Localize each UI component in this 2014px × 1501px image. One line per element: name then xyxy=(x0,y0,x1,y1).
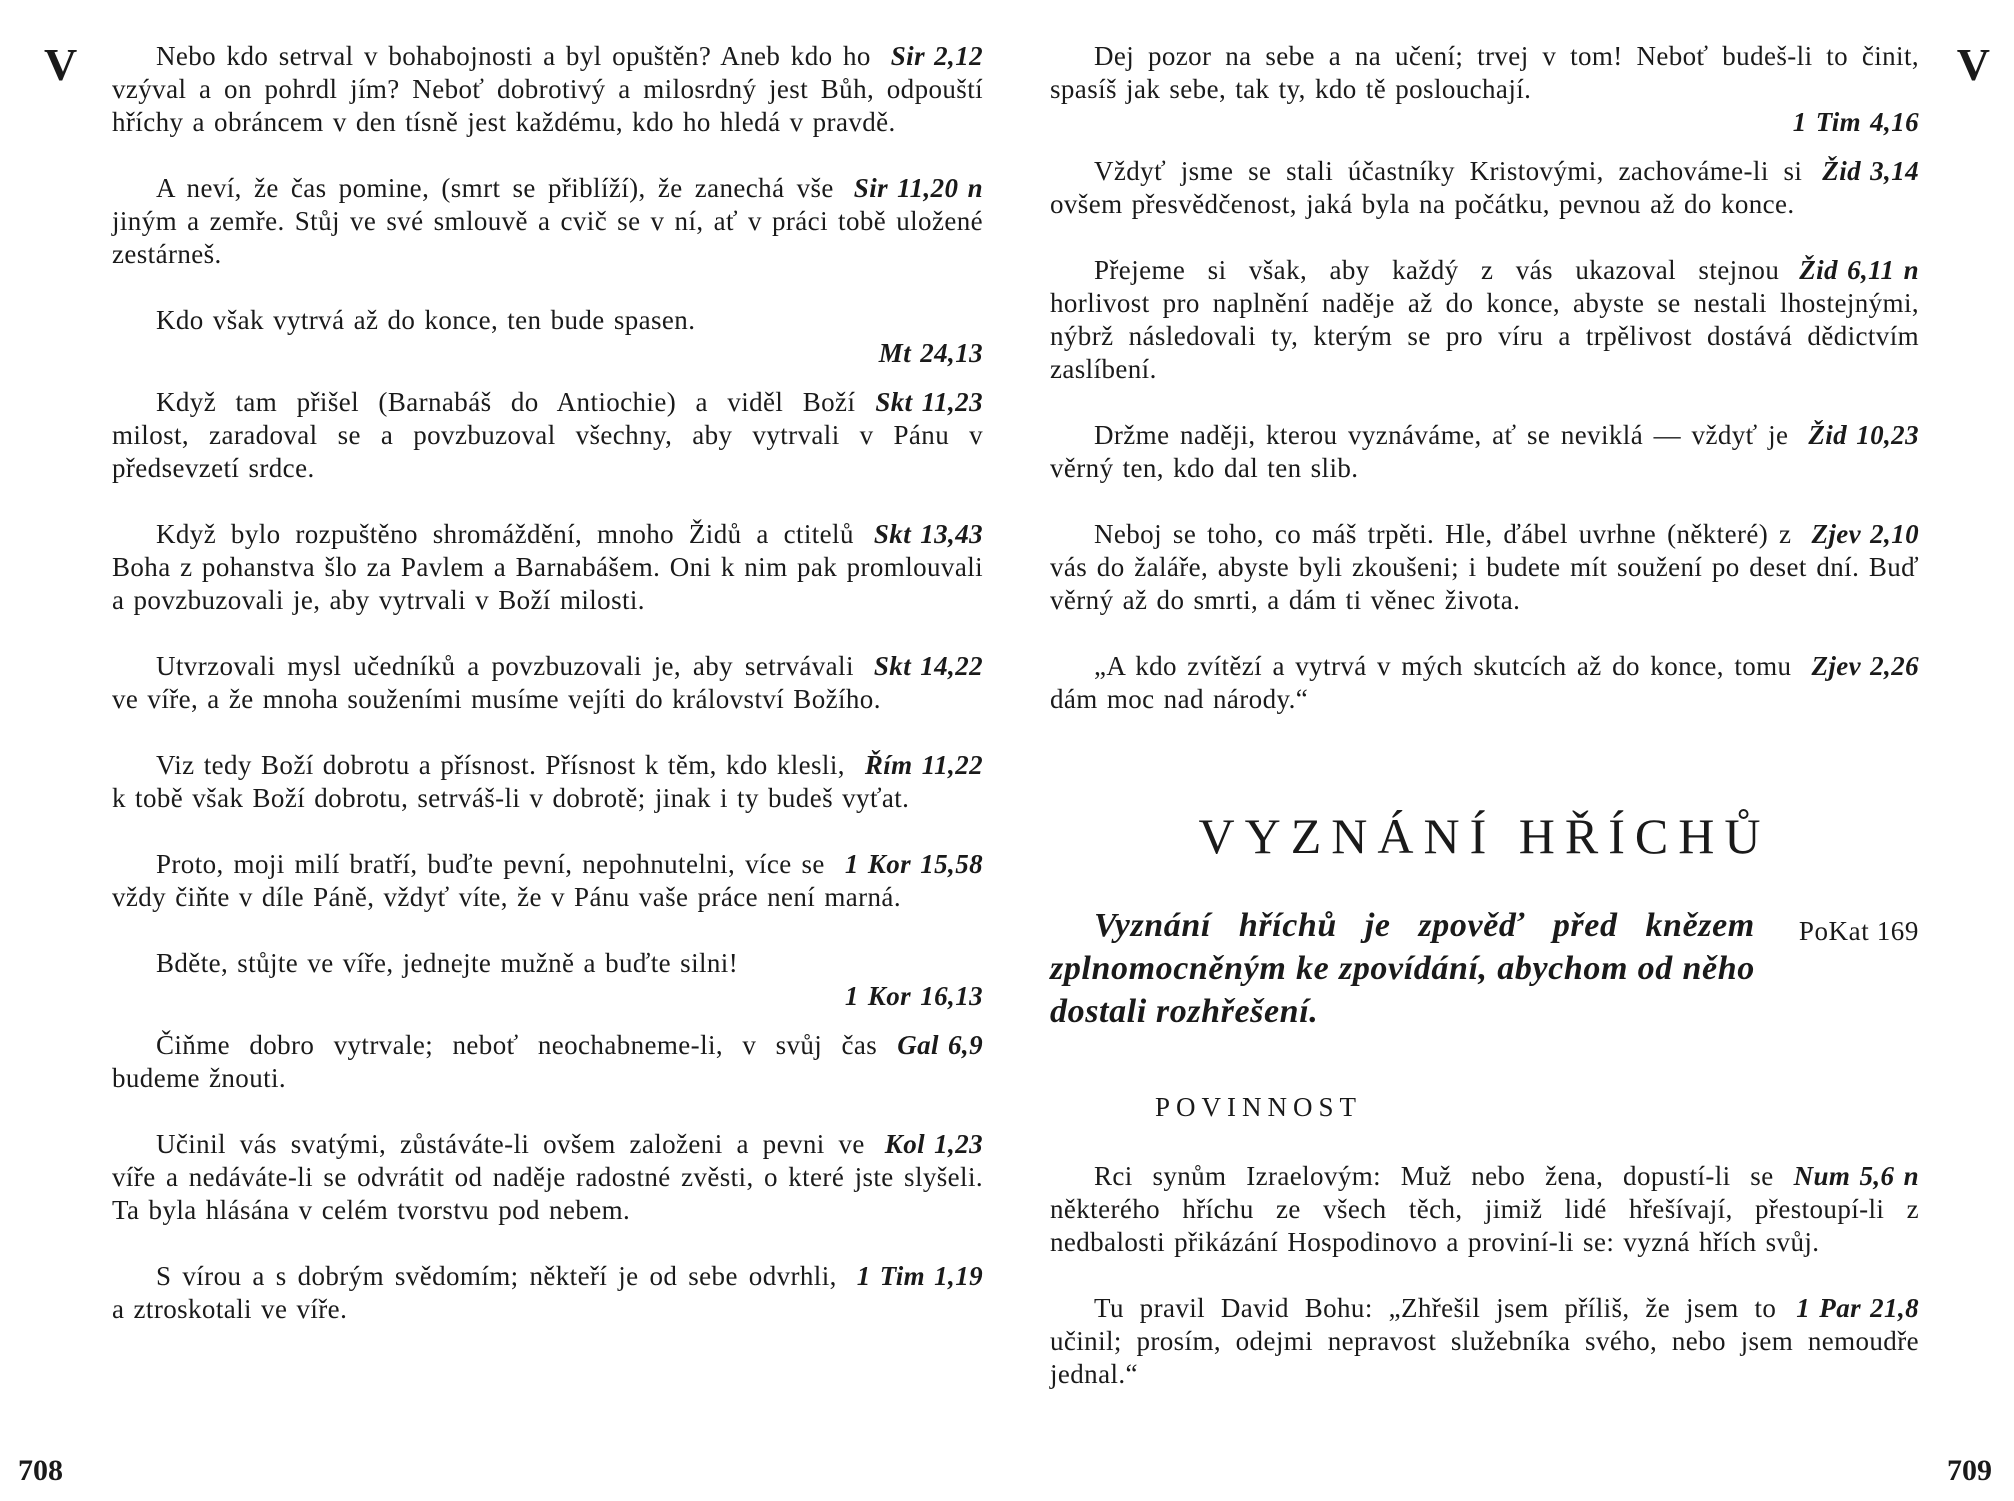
verse-entry xyxy=(1050,1160,1919,1259)
verse-entry xyxy=(112,172,983,271)
verse-text: Neboj se toho, co máš trpěti. Hle, ďábel uvrhne (některé) z vás do žaláře, abyste byli zkoušeni; i budete mít soužení po deset dní. Buď věrný až do smrti, a dám ti věnec života. xyxy=(1050,519,1919,615)
verse-text: Dej pozor na sebe a na učení; trvej v tom! Neboť budeš-li to činit, spasíš jak sebe, tak ty, kdo tě poslouchají. xyxy=(1050,41,1919,104)
left-column xyxy=(112,40,983,1326)
verse-entry xyxy=(112,304,983,370)
verse-reference: Zjev 2,10 xyxy=(1811,519,1919,549)
verse-text: Čiňme dobro vytrvale; neboť neochabneme-li, v svůj čas budeme žnouti. xyxy=(112,1030,878,1093)
verse-reference: 1 Kor 15,58 xyxy=(844,849,983,879)
verse-reference: Sir 2,12 xyxy=(890,41,983,71)
verse-text: Když tam přišel (Barnabáš do Antiochie) a viděl Boží milost, zaradoval se a povzbuzoval všechny, aby vytrvali v Pánu v předsevzetí srdce. xyxy=(112,387,983,483)
verse-reference: Skt 11,23 xyxy=(875,387,983,417)
verse-entry xyxy=(1050,518,1919,617)
verse-text: Přejeme si však, aby každý z vás ukazoval stejnou horlivost pro naplnění naděje až do konce, abyste se nestali lhostejnými, nýbrž následovali ty, kterým se pro víru a trpělivost dostává dědictvím zaslíbení. xyxy=(1050,255,1919,384)
verse-text: Učinil vás svatými, zůstáváte-li ovšem založeni a pevni ve víře a nedáváte-li se odvrátit od naděje radostné zvěsti, o které jste slyšeli. Ta byla hlásána v celém tvorstvu pod nebem. xyxy=(112,1129,983,1225)
verse-reference: 1 Kor 16,13 xyxy=(844,981,983,1011)
verse-text: Proto, moji milí bratří, buďte pevní, nepohnutelni, více se vždy čiňte v díle Páně, vždyť víte, že v Pánu vaše práce není marná. xyxy=(112,849,901,912)
page-number: 709 xyxy=(1947,1454,1992,1487)
verse-entry xyxy=(1050,155,1919,221)
verse-text: Bděte, stůjte ve víře, jednejte mužně a buďte silni! xyxy=(156,948,739,978)
verse-text: Utvrzovali mysl učedníků a povzbuzovali je, aby setrvávali ve víře, a že mnoha souženími musíme vejíti do království Božího. xyxy=(112,651,881,714)
section-letter: V xyxy=(44,39,78,90)
verse-reference: Kol 1,23 xyxy=(884,1129,983,1159)
verse-text: Rci synům Izraelovým: Muž nebo žena, dopustí-li se některého hříchu ze všech těch, jimiž lidé hřešívají, přestoupí-li z nedbalosti přikázání Hospodinovo a proviní-li se: vyzná hřích svůj. xyxy=(1050,1161,1919,1257)
verse-reference: Num 5,6 n xyxy=(1793,1161,1919,1191)
right-column xyxy=(1050,40,1919,1391)
verse-text: S vírou a s dobrým svědomím; někteří je od sebe odvrhli, a ztroskotali ve víře. xyxy=(112,1261,837,1324)
verse-reference: Žid 10,23 xyxy=(1808,420,1919,450)
sub-entries xyxy=(1050,1160,1919,1391)
verse-entry xyxy=(112,848,983,914)
verse-entry xyxy=(112,749,983,815)
verse-reference: 1 Par 21,8 xyxy=(1796,1293,1919,1323)
verse-reference: Sir 11,20 n xyxy=(853,173,983,203)
verse-entry xyxy=(112,386,983,485)
verse-text: Tu pravil David Bohu: „Zhřešil jsem příliš, že jsem to učinil; prosím, odejmi nepravost služebníka svého, nebo jsem nemoudře jednal.“ xyxy=(1050,1293,1919,1389)
verse-reference: Mt 24,13 xyxy=(878,338,983,368)
verse-text: Kdo však vytrvá až do konce, ten bude spasen. xyxy=(156,305,696,335)
verse-reference: 1 Tim 4,16 xyxy=(1792,107,1919,137)
verse-entry xyxy=(112,1029,983,1095)
verse-text: „A kdo zvítězí a vytrvá v mých skutcích až do konce, tomu dám moc nad národy.“ xyxy=(1050,651,1792,714)
verse-entry xyxy=(112,650,983,716)
verse-reference: 1 Tim 1,19 xyxy=(856,1261,983,1291)
verse-reference: Zjev 2,26 xyxy=(1811,651,1919,681)
section-letter: V xyxy=(1956,39,1990,90)
verse-entry xyxy=(1050,1292,1919,1391)
verse-reference: Gal 6,9 xyxy=(897,1030,983,1060)
verse-entry xyxy=(1050,254,1919,386)
verse-reference: Skt 14,22 xyxy=(873,651,983,681)
verse-reference: Řím 11,22 xyxy=(864,750,983,780)
right-page xyxy=(1007,0,2014,1501)
subheading: POVINNOST xyxy=(1155,1092,1363,1122)
verse-entry xyxy=(1050,650,1919,716)
intro-text: Vyznání hříchů je zpověď před knězem zplnomocněným ke zpovídání, abychom od něho dostali rozhřešení. xyxy=(1050,907,1755,1030)
verse-entry xyxy=(112,1128,983,1227)
verse-text: A neví, že čas pomine, (smrt se přiblíží), že zanechá vše jiným a zemře. Stůj ve své smlouvě a cvič se v ní, ať v práci tobě uložené zestárneš. xyxy=(112,173,983,269)
section-heading: VYZNÁNÍ HŘÍCHŮ xyxy=(1198,808,1771,864)
verse-entry xyxy=(112,947,983,1013)
verse-text: Vždyť jsme se stali účastníky Kristovými, zachováme-li si ovšem přesvědčenost, jaká byla na počátku, pevnou až do konce. xyxy=(1050,156,1803,219)
verse-reference: Skt 13,43 xyxy=(873,519,983,549)
page-number: 708 xyxy=(18,1454,63,1487)
intro-reference: PoKat 169 xyxy=(1798,916,1919,946)
verse-text: Když bylo rozpuštěno shromáždění, mnoho Židů a ctitelů Boha z pohanstva šlo za Pavlem a Barnabášem. Oni k nim pak promlouvali a povzbuzovali je, aby vytrvali v Boží milosti. xyxy=(112,519,983,615)
verse-entry xyxy=(1050,419,1919,485)
verse-text: Držme naději, kterou vyznáváme, ať se neviklá — vždyť je věrný ten, kdo dal ten slib. xyxy=(1050,420,1789,483)
section-intro xyxy=(1050,904,1919,1033)
verse-text: Nebo kdo setrval v bohabojnosti a byl opuštěn? Aneb kdo ho vzýval a on pohrdl jím? Neboť dobrotivý a milosrdný jest Bůh, odpouští hříchy a obráncem v den tísně jest každému, kdo ho hledá v pravdě. xyxy=(112,41,983,137)
verse-entry xyxy=(112,518,983,617)
verse-entry xyxy=(112,40,983,139)
verse-reference: Žid 6,11 n xyxy=(1799,255,1919,285)
verse-reference: Žid 3,14 xyxy=(1822,156,1919,186)
verse-entry xyxy=(112,1260,983,1326)
verse-text: Viz tedy Boží dobrotu a přísnost. Přísnost k těm, kdo klesli, k tobě však Boží dobrotu, setrváš-li v dobrotě; jinak i ty budeš vyťat. xyxy=(112,750,910,813)
verse-entry xyxy=(1050,40,1919,139)
